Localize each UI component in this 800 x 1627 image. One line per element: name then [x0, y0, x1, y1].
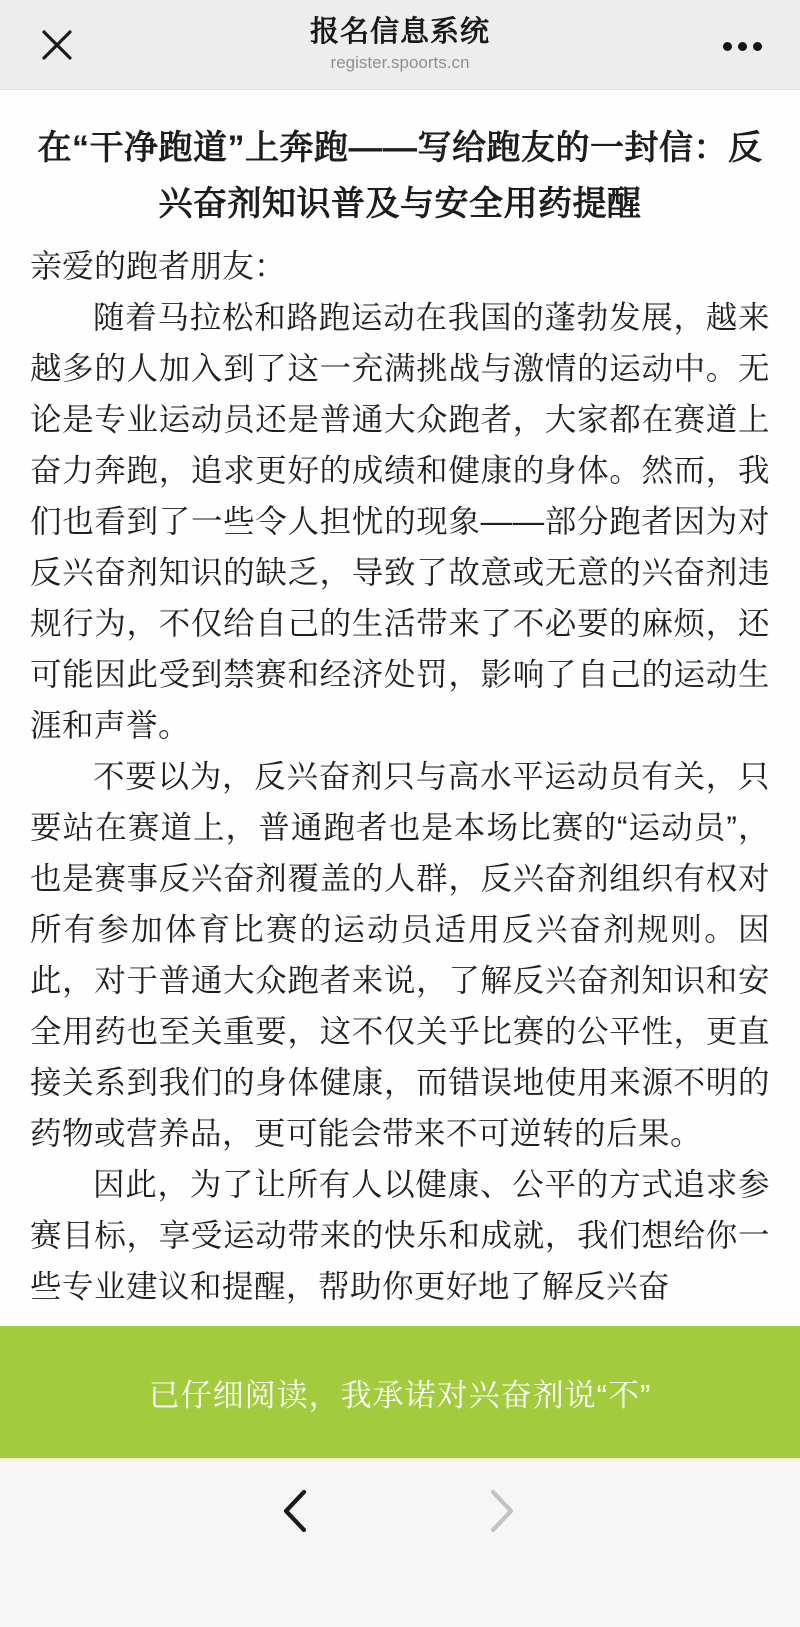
article-content[interactable]	[0, 90, 800, 1326]
ellipsis-icon	[723, 42, 762, 51]
article-paragraph: 随着马拉松和路跑运动在我国的蓬勃发展，越来越多的人加入到了这一充满挑战与激情的运动中。无论是专业运动员还是普通大众跑者，大家都在赛道上奋力奔跑，追求更好的成绩和健康的身体。然而，我们也看到了一些令人担忧的现象——部分跑者因为对反兴奋剂知识的缺乏，导致了故意或无意的兴奋剂违规行为，不仅给自己的生活带来了不必要的麻烦，还可能因此受到禁赛和经济处罚，影响了自己的运动生涯和声誉。	[30, 299, 770, 743]
previous-page-button[interactable]	[266, 1483, 326, 1543]
close-button[interactable]	[36, 26, 78, 68]
chevron-left-icon	[274, 1487, 318, 1540]
chevron-right-icon	[479, 1487, 523, 1540]
article-paragraph: 不要以为，反兴奋剂只与高水平运动员有关，只要站在赛道上，普通跑者也是本场比赛的“运动员”，也是赛事反兴奋剂覆盖的人群，反兴奋剂组织有权对所有参加体育比赛的运动员适用反兴奋剂规则。因此，对于普通大众跑者来说，了解反兴奋剂知识和安全用药也至关重要，这不仅关乎比赛的公平性，更直接关系到我们的身体健康，而错误地使用来源不明的药物或营养品，更可能会带来不可逆转的后果。	[30, 758, 770, 1151]
page-title: 报名信息系统	[309, 16, 490, 48]
browser-titlebar	[0, 0, 800, 90]
article-salutation: 亲爱的跑者朋友：	[30, 248, 287, 284]
titleblock	[120, 0, 680, 89]
page-url: register.spoorts.cn	[330, 53, 470, 72]
confirm-read-label: 已仔细阅读，我承诺对兴奋剂说“不”	[148, 1377, 652, 1413]
footer-pagination	[0, 1461, 800, 1627]
article-title: 在“干净跑道”上奔跑——写给跑友的一封信：反兴奋剂知识普及与安全用药提醒	[37, 129, 763, 223]
more-menu-button[interactable]	[716, 28, 768, 64]
confirm-read-button[interactable]	[0, 1326, 800, 1461]
close-icon	[40, 28, 74, 67]
next-page-button[interactable]	[471, 1483, 531, 1543]
article-paragraph: 因此，为了让所有人以健康、公平的方式追求参赛目标，享受运动带来的快乐和成就，我们想给你一些专业建议和提醒，帮助你更好地了解反兴奋	[30, 1166, 770, 1304]
